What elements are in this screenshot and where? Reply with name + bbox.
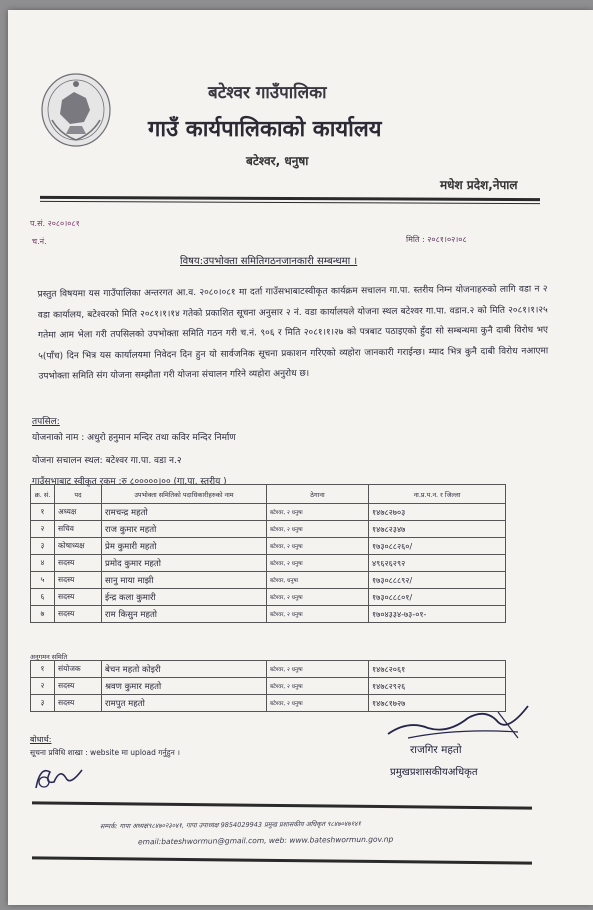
table-row xyxy=(31,538,506,555)
cell-address: बटेश्वर, २ धनुषा xyxy=(267,695,369,712)
header-rule-thin xyxy=(40,201,540,204)
cell-address: बटेश्वर, २ धनुषा xyxy=(267,678,369,695)
cell-position: सचिव xyxy=(55,521,102,538)
signatory-title: प्रमुखप्रशासकीयअधिकृत xyxy=(390,767,478,778)
cell-citizenship: १४७८२०६१ xyxy=(369,661,506,678)
footer-web: email:bateshwormun@gmail.com, web: www.bateshwormun.gov.np xyxy=(137,834,394,847)
cell-address: बटेश्वर, २ धनुषा xyxy=(267,521,369,538)
cell-citizenship: १७३०८८८०१/ xyxy=(369,589,506,606)
cell-name: रामचन्द्र महतो xyxy=(102,504,267,521)
cell-address: बटेश्वर, २ धनुषा xyxy=(267,589,369,606)
cell-position: सदस्य xyxy=(55,678,102,695)
footer-contact: सम्पर्क: गापा अध्यक्ष९८४७०२३०४१, गापा उपाध्यक्ष 9854029943 प्रमुख प्रशासकीय अधिकृत ९८४७०४७१४१ xyxy=(99,819,361,831)
table-header-row xyxy=(31,485,506,504)
cell-address: बटेश्वर, २ धनुषा xyxy=(267,504,369,521)
letter-page xyxy=(8,10,593,905)
tapsil-label: तपसिल: xyxy=(32,417,60,427)
cell-serial: ३ xyxy=(31,695,55,712)
cell-citizenship: १७०४३३४-७३-०१- xyxy=(369,606,506,623)
cell-name: प्रमोद कुमार महतो xyxy=(102,555,267,572)
cell-citizenship: १४७८२९२६ xyxy=(369,678,506,695)
approved-amount: गाउँसभाबाट स्वीकृत रकम :रु ८०००००।०० (गा.पा. स्तरीय ) xyxy=(32,477,227,487)
cell-citizenship: १४७८२३४७ xyxy=(369,521,506,538)
cell-citizenship: १४७८१७२७ xyxy=(369,695,506,712)
cell-address: बटेश्वर, २ धनुषा xyxy=(267,538,369,555)
table-row xyxy=(31,589,506,606)
letter-subject: विषय:उपभोक्ता समितिगठनजानकारी सम्बन्धमा । xyxy=(180,256,358,267)
letter-body: प्रस्तुत विषयमा यस गाउँपालिका अन्तरगत आ.व. २०८०।०८१ मा दर्ता गाउँसभाबाटस्वीकृत कार्यक्रम सचालन गा.पा. स्तरीय निम्न योजनाहरुको लागि वडा न २ वडा कार्यालय, बटेश्वरको मिति २०८१।१।१४ गतेको प्रकाशित सूचना अनुसार २ नं. वडा कार्यालयले योजना स्थल बटेश्वर गा.पा. वडान.२ को मिति २०८१।१।२५ गतेमा आम भेला गरी तपसिलको उपभोक्ता समिति गठन गरी च.नं. ९०६ र मिति २०८१।१।२७ को पत्रबाट पठाइएको हुँदा सो सम्बन्धमा कुनै दाबी विरोध भए ५(पाँच) दिन भित्र यस कार्यालयमा निवेदन दिन हुन यो सार्वजनिक सूचना प्रकाशन गरिएको व्यहोरा जानकारी गराईन्छ। म्याद भित्र कुनै दाबी विरोध नआएमा उपभोक्ता समिति संग योजना सम्झौता गरी योजना संचालन गरिने व्यहोरा अनुरोध छ। xyxy=(37,284,549,382)
table-row xyxy=(31,555,506,572)
table-row xyxy=(31,661,506,678)
cell-position: अध्यक्ष xyxy=(55,504,102,521)
cell-position: सदस्य xyxy=(55,589,102,606)
project-location: योजना सचालन स्थल: बटेश्वर गा.पा. वडा न.२ xyxy=(32,456,182,466)
cell-serial: ७ xyxy=(31,606,55,623)
table-row xyxy=(31,572,506,589)
officer-signature xyxy=(368,698,548,748)
committee-table xyxy=(30,484,506,623)
cell-citizenship: १४७८२७०३ xyxy=(369,504,506,521)
cell-serial: ३ xyxy=(31,538,55,555)
province-name: मधेश प्रदेश,नेपाल xyxy=(440,178,518,192)
cell-name: श्रवण कुमार महतो xyxy=(102,678,267,695)
cell-citizenship: ४९६२६२९२ xyxy=(369,555,506,572)
letter-date: मिति : २०८१।०२।०८ xyxy=(406,235,467,244)
cell-position: संयोजक xyxy=(55,661,102,678)
cell-name: प्रेम कुमारी महतो xyxy=(102,538,267,555)
office-address: बटेश्वर, धनुषा xyxy=(246,154,309,168)
project-name: योजनाको नाम : अधुरो हनुमान मन्दिर तथा कविर मन्दिर निर्माण xyxy=(32,433,236,443)
dispatch-number: च.नं. xyxy=(32,237,47,246)
cc-label: बोधार्थ: xyxy=(30,735,52,744)
cell-address: बटेश्वर, २ धनुषा xyxy=(267,606,369,623)
cell-address: बटेश्वर, धनुषा xyxy=(267,572,369,589)
cell-address: बटेश्वर, २ धनुषा xyxy=(267,555,369,572)
cell-serial: १ xyxy=(31,661,55,678)
col-serial: क्र. सं. xyxy=(31,485,55,504)
cell-position: सदस्य xyxy=(55,606,102,623)
cell-position: सदस्य xyxy=(55,555,102,572)
cell-name: सानु माया माझी xyxy=(102,572,267,589)
cell-name: ईन्द्र कला कुमारी xyxy=(102,589,267,606)
signatory-name: राजगिर महतो xyxy=(410,744,462,756)
cell-serial: २ xyxy=(31,678,55,695)
table-row xyxy=(31,606,506,623)
col-name: उपभोक्ता समितिको पदाधिकारीहरुको नाम xyxy=(102,485,267,504)
nepal-emblem-logo xyxy=(40,70,112,148)
footer-rule-top xyxy=(32,801,532,809)
office-title: गाउँ कार्यपालिकाको कार्यालय xyxy=(148,117,382,142)
table-row xyxy=(31,504,506,521)
cell-position: सदस्य xyxy=(55,695,102,712)
cell-citizenship: १७३०८८८९२/ xyxy=(369,572,506,589)
monitoring-committee-label: अनुगमन समिति xyxy=(30,653,68,661)
cell-position: कोषाध्यक्ष xyxy=(55,538,102,555)
cell-address: बटेश्वर, २ धनुषा xyxy=(267,661,369,678)
table-row xyxy=(31,521,506,538)
cell-name: रामपुत महतो xyxy=(102,695,267,712)
cell-serial: २ xyxy=(31,521,55,538)
footer-rule-bottom xyxy=(32,856,532,864)
cell-serial: ५ xyxy=(31,572,55,589)
cell-name: बेचन महतो कोइरी xyxy=(102,661,267,678)
municipality-name: बटेश्वर गाउँपालिका xyxy=(208,83,327,103)
cell-position: सदस्य xyxy=(55,572,102,589)
cell-name: राज कुमार महतो xyxy=(102,521,267,538)
col-citizenship: ना.प्र.प.न. र जिल्ला xyxy=(369,485,506,504)
table-row xyxy=(31,678,506,695)
cell-serial: ४ xyxy=(31,555,55,572)
letter-number: प.सं. २०८०।०८१ xyxy=(30,219,80,228)
col-position: पद xyxy=(55,485,102,504)
cc-text: सूचना प्रविधि शाखा : website मा upload गर्नुहुन । xyxy=(30,748,180,757)
cell-serial: १ xyxy=(31,504,55,521)
cell-citizenship: १७३०८८२६०/ xyxy=(369,538,506,555)
initials-signature xyxy=(30,758,90,798)
cell-name: राम किसुन महतो xyxy=(102,606,267,623)
col-address: ठेगाना xyxy=(267,485,369,504)
cell-serial: ६ xyxy=(31,589,55,606)
